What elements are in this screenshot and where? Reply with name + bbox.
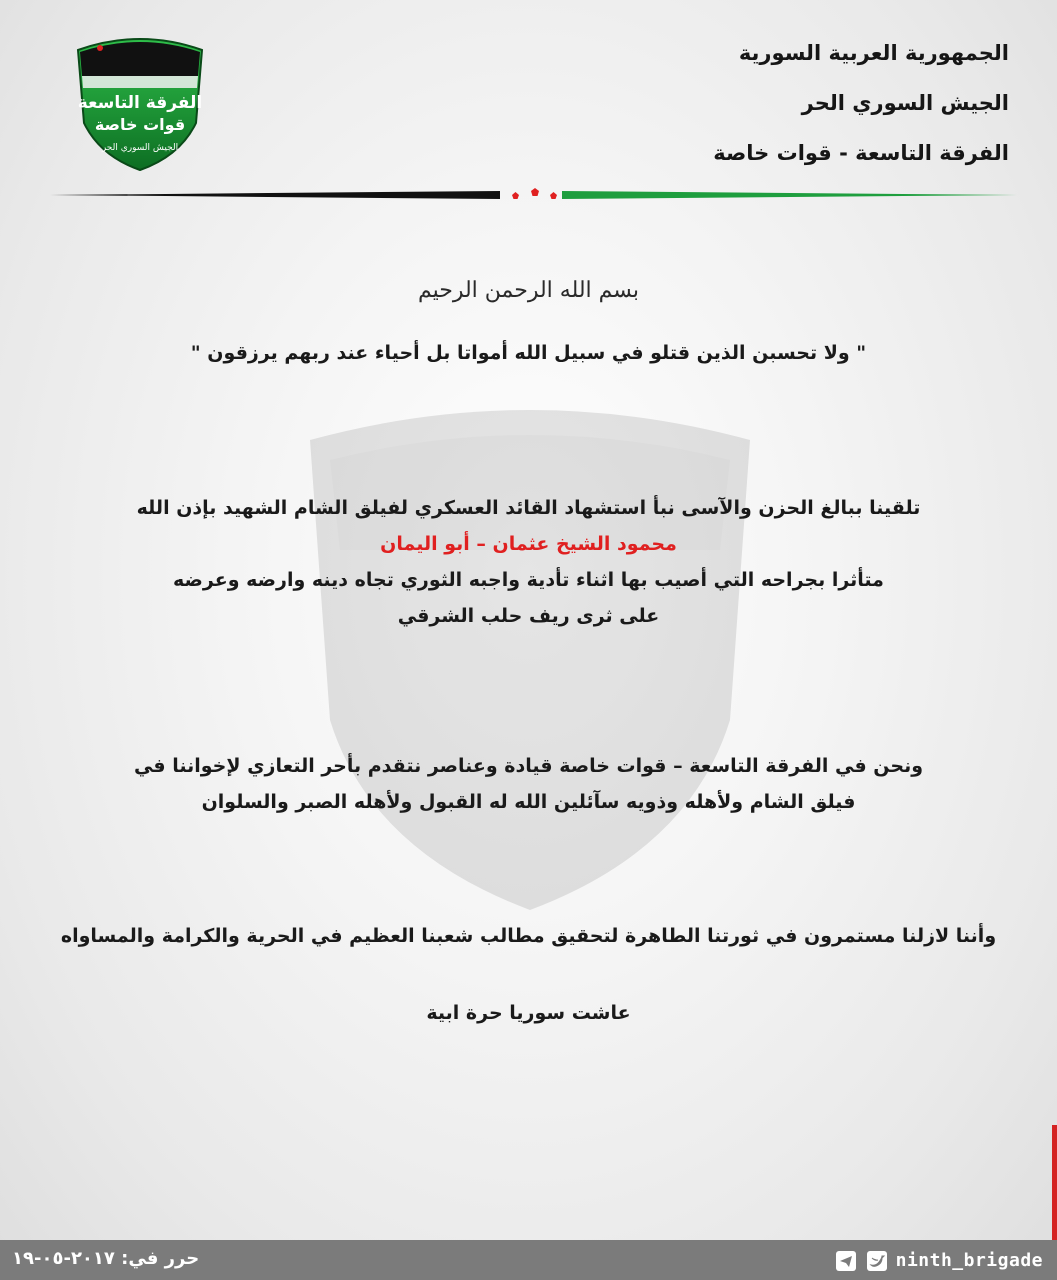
para1-line3: متأثرا بجراحه التي أصيب بها اثناء تأدية واجبه الثوري تجاه دينه وارضه وعرضه xyxy=(173,569,884,591)
condolence-offer-paragraph xyxy=(90,748,967,820)
revolution-paragraph: وأننا لازلنا مستمرون في ثورتنا الطاهرة لتحقيق مطالب شعبنا العظيم في الحرية والكرامة والمساواه xyxy=(60,925,997,947)
header-unit: الفرقة التاسعة - قوات خاصة xyxy=(713,141,1009,165)
twitter-icon[interactable] xyxy=(867,1251,887,1271)
quran-verse: " ولا تحسبن الذين قتلو في سبيل الله أمواتا بل أحياء عند ربهم يرزقون " xyxy=(190,342,867,364)
date-value: ٢٠١٧-٠٥-١٩ xyxy=(12,1248,115,1269)
flag-divider xyxy=(50,188,1017,202)
header-country: الجمهورية العربية السورية xyxy=(738,41,1009,65)
logo-name-text: الفرقة التاسعة xyxy=(77,93,203,113)
star-icon xyxy=(531,188,539,196)
telegram-icon[interactable] xyxy=(836,1251,856,1271)
header-army: الجيش السوري الحر xyxy=(801,91,1009,115)
basmala: بسم الله الرحمن الرحيم xyxy=(417,278,640,303)
star-icon xyxy=(550,192,557,199)
para1-line4: على ثرى ريف حلب الشرقي xyxy=(397,605,660,627)
para1-line1: تلقينا ببالغ الحزن والآسى نبأ استشهاد القائد العسكري لفيلق الشام الشهيد بإذن الله xyxy=(136,497,921,519)
date-label: حرر في: xyxy=(121,1248,200,1269)
ninth-brigade-logo xyxy=(70,28,210,173)
para2-line2: فيلق الشام ولأهله وذويه سآئلين الله له القبول ولأهله الصبر والسلوان xyxy=(201,791,856,813)
logo-subtitle-text: قوات خاصة xyxy=(94,115,186,134)
footer-date xyxy=(12,1248,199,1269)
martyr-name: محمود الشيخ عثمان – أبو اليمان xyxy=(380,533,677,555)
watermark-shield-image xyxy=(290,400,770,920)
para2-line1: ونحن في الفرقة التاسعة – قوات خاصة قيادة وعناصر نتقدم بأحر التعازي لإخواننا في xyxy=(133,755,924,777)
closing-line: عاشت سوريا حرة ابية xyxy=(426,1002,631,1024)
logo-army-text: الجيش السوري الحر xyxy=(101,143,179,153)
star-icon xyxy=(512,192,519,199)
footer-handle[interactable]: ninth_brigade xyxy=(895,1250,1043,1271)
social-icons xyxy=(830,1250,887,1271)
header-block xyxy=(713,28,1009,178)
condolence-paragraph xyxy=(100,490,957,634)
footer-bar xyxy=(0,1240,1057,1280)
red-accent-bar xyxy=(1052,1125,1057,1240)
